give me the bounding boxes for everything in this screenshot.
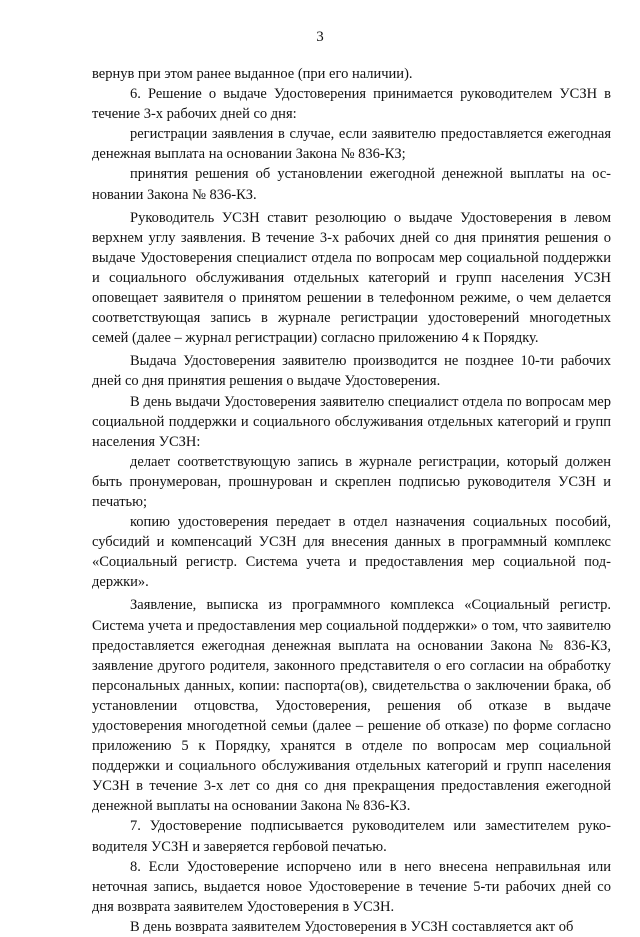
paragraph-return-act: В день возврата заявителем Удостоверения в УСЗН составляется акт об [130,918,574,935]
paragraph-condition-decision: принятия решения об установлении ежегодной денежной выплаты на основании Закона № 836-КЗ. [92,166,611,203]
paragraph-item-8: 8. Если Удостоверение испорчено или в него внесена неправильная или неточная запись, выдается новое Удостоверение в течение 5-ти рабочих дней со дня возврата заявителем Удостоверения в УСЗН. [92,858,611,915]
paragraph-item-7: 7. Удостоверение подписывается руководителем или заместителем руководителя УСЗН и заверяется гербовой печатью. [92,818,611,855]
paragraph-storage: Заявление, выписка из программного комплекса «Социальный регистр. Система учета и предоставления мер социальной поддержки» о том, что заявителю предоставляется ежегодная денежная выплата на основании Закона № 836-КЗ, заявление другого родителя, законного представителя о его согласии на обработку персональных данных, копии: паспорта(ов), свидетельства о заключении брака, об установлении отцовства, Удостоверения, решения об отказе в выдаче удостоверения многодетной семьи (далее – решение об отказе) по форме согласно приложению 5 к Порядку, хранятся в отделе по вопросам мер социальной поддержки и социального обслуживания отдельных категорий и групп населения УСЗН в течение 3-х лет со дня со дня прекращения предоставления ежегодной денежной выплаты на основании Закона № 836-КЗ. [92,597,611,815]
paragraph-condition-registration: регистрации заявления в случае, если заявителю предоставляется ежегодная денежная выплата на основании Закона № 836-КЗ; [92,126,611,163]
paragraph-copy-transfer: копию удостоверения передает в отдел назначения социальных пособий, субсидий и компенсаций УСЗН для внесения данных в программный комплекс «Социальный регистр. Система учета и предоставления мер социальной поддержки». [92,514,611,591]
paragraph-item-6: 6. Решение о выдаче Удостоверения принимается руководителем УСЗН в течение 3-х рабочих дней со дня: [92,86,611,123]
paragraph-issuance-deadline: Выдача Удостоверения заявителю производится не позднее 10-ти рабочих дней со дня принятия решения о выдаче Удостоверения. [92,353,611,390]
paragraph-journal-entry: делает соответствующую запись в журнале регистрации, который должен быть пронумерован, прошнурован и скреплен подписью руководителя УСЗН и печатью; [92,453,611,510]
paragraph-resolution: Руководитель УСЗН ставит резолюцию о выдаче Удостоверения в левом верхнем углу заявления. В течение 3-х рабочих дней со дня принятия решения о выдаче Удостоверения специалист отдела по вопросам мер социальной поддержки и социального обслуживания отдельных категорий и групп населения УСЗН оповещает заявителя о принятом решении в телефонном режиме, о чем делается соответствующая запись в журнале регистрации удостоверений многодетных семей (далее – журнал регистрации) согласно приложению 4 к Порядку. [92,209,611,347]
page-number: 3 [316,29,324,45]
paragraph-issuance-day: В день выдачи Удостоверения заявителю специалист отдела по вопросам мер социальной поддержки и социального обслуживания отдельных категорий и групп населения УСЗН: [92,393,611,450]
paragraph-continuation: вернув при этом ранее выданное (при его наличии). [92,66,413,82]
document-body [92,64,611,937]
